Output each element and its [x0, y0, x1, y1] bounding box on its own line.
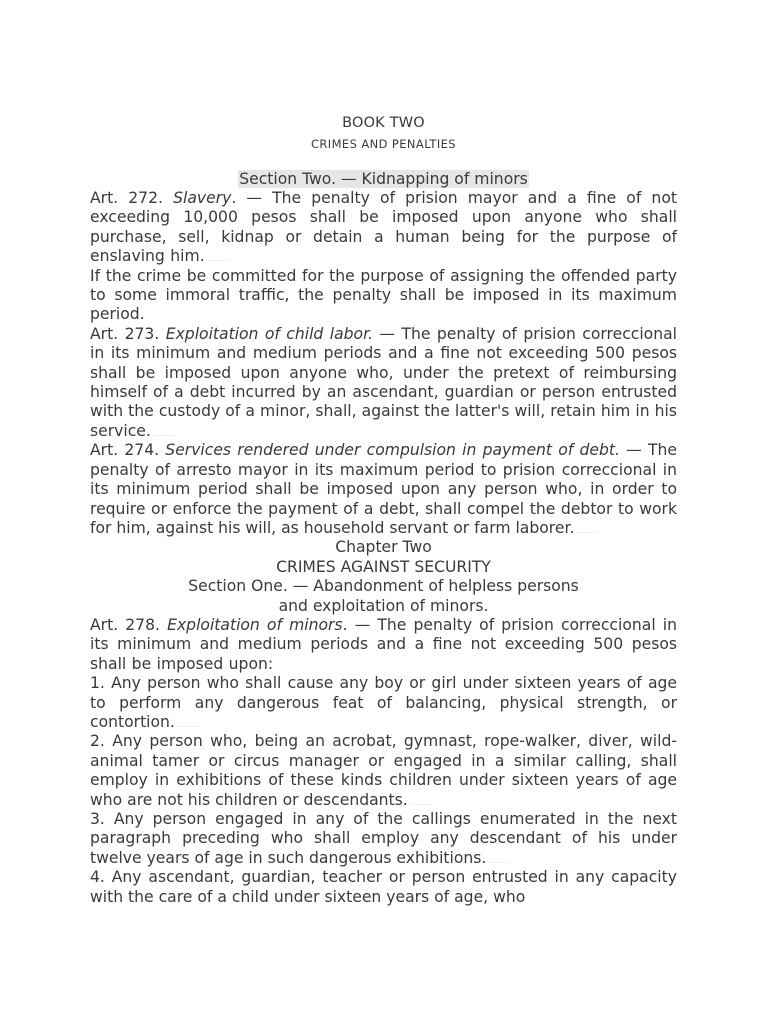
- article-272: [90, 189, 677, 267]
- section-one-title: Section One. — Abandonment of helpless persons: [188, 577, 579, 596]
- list-item-3: [90, 810, 677, 868]
- list-item-3-text: 3. Any person engaged in any of the callings enumerated in the next paragraph preceding who shall employ any descendant of his under twelve years of age in such dangerous exhibitions.: [90, 810, 677, 867]
- article-272-title: Slavery: [173, 189, 232, 207]
- article-272-text: . — The penalty of prision mayor and a fine of not exceeding 10,000 pesos shall be imposed upon anyone who shall purchase, sell, kidnap or detain a human being for the purpose of enslaving him.: [90, 189, 677, 266]
- article-272-label: Art. 272.: [90, 189, 174, 207]
- article-274-label: Art. 274.: [90, 441, 166, 460]
- chapter-title: CRIMES AGAINST SECURITY: [276, 557, 491, 576]
- article-274-title: Services rendered under compulsion in payment of debt.: [165, 441, 620, 460]
- chapter-label: Chapter Two: [335, 538, 432, 557]
- article-273-label: Art. 273.: [90, 324, 166, 343]
- list-item-1-text: 1. Any person who shall cause any boy or girl under sixteen years of age to perform any dangerous feat of balancing, physical strength, or contortion.: [90, 674, 677, 731]
- article-278-text: . — The penalty of prision correccional in its minimum and medium periods and a fine not exceeding 500 pesos shall be imposed upon:: [90, 615, 677, 673]
- document-body: [90, 114, 677, 907]
- list-item-1: [90, 674, 677, 732]
- article-273-text: — The penalty of prision correccional in its minimum and medium periods and a fine not exceeding 500 pesos shall be imposed upon anyone who, under the pretext of reimbursing himself of a debt incurred by an ascendant, guardian or person entrusted with the custody of a minor, shall, against the latter's will, retain him in his service.: [90, 324, 677, 440]
- line-end-mark: [410, 804, 432, 805]
- article-278: [90, 616, 677, 674]
- article-272-paragraph-2: If the crime be committed for the purpose of assigning the offended party to some immoral traffic, the penalty shall be imposed in its maximum period.: [90, 266, 677, 324]
- list-item-4: 4. Any ascendant, guardian, teacher or person entrusted in any capacity with the care of a child under sixteen years of age, who: [90, 868, 677, 906]
- line-end-mark: [207, 260, 229, 261]
- list-item-2-text: 2. Any person who, being an acrobat, gymnast, rope-walker, diver, wild-animal tamer or circus manager or engaged in a similar calling, shall employ in exhibitions of these kinds children under sixteen years of age who are not his children or descendants.: [90, 732, 677, 809]
- section-two-highlight: Section Two. — Kidnapping of minors: [239, 170, 528, 188]
- line-end-mark: [576, 532, 598, 533]
- article-273-title: Exploitation of child labor.: [165, 324, 374, 343]
- section-one-subtitle: and exploitation of minors.: [278, 596, 489, 615]
- list-item-2: [90, 732, 677, 810]
- article-274: [90, 441, 677, 538]
- article-278-label: Art. 278.: [90, 615, 168, 634]
- line-end-mark: [153, 435, 175, 436]
- article-273: [90, 325, 677, 441]
- line-end-mark: [488, 862, 510, 863]
- part-title: CRIMES AND PENALTIES: [310, 137, 456, 151]
- article-278-title: Exploitation of minors: [167, 615, 343, 634]
- line-end-mark: [177, 726, 199, 727]
- section-two-title: [90, 170, 677, 189]
- article-274-text: — The penalty of arresto mayor in its maximum period to prision correccional in its minimum period shall be imposed upon any person who, in order to require or enforce the payment of a debt, shall compel the debtor to work for him, against his will, as household servant or farm laborer.: [90, 441, 677, 537]
- book-title: BOOK TWO: [342, 115, 425, 131]
